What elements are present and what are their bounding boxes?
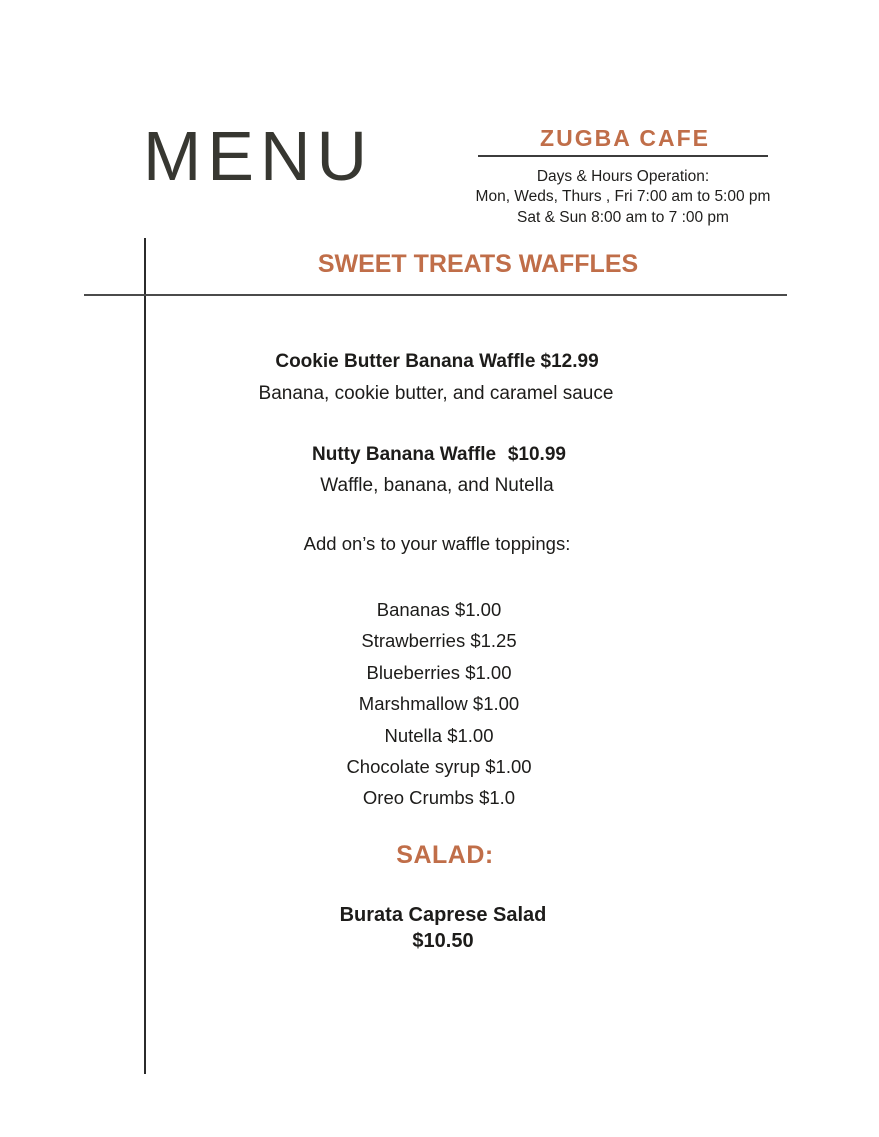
cafe-name-underline (478, 155, 768, 157)
cafe-name: ZUGBA CAFE (540, 125, 710, 151)
menu-title: MENU (143, 117, 374, 195)
item-name-text: Nutty Banana Waffle (312, 444, 497, 465)
vertical-divider (144, 238, 146, 1074)
section-title-salad: SALAD: (396, 841, 494, 869)
item-name-text: Burata Caprese Salad (339, 904, 547, 926)
addon-item: Chocolate syrup $1.00 (346, 756, 532, 778)
menu-item-description: Waffle, banana, and Nutella (320, 475, 554, 496)
hours-block (476, 167, 771, 228)
addons-heading: Add on’s to your waffle toppings: (303, 533, 571, 554)
addon-item: Nutella $1.00 (384, 724, 494, 746)
hours-weekdays: Mon, Weds, Thurs , Fri 7:00 am to 5:00 pm (475, 188, 771, 206)
addon-item: Marshmallow $1.00 (358, 693, 520, 715)
menu-item-name (275, 352, 598, 371)
addons-list (346, 594, 531, 814)
menu-item-description: Banana, cookie butter, and caramel sauce (258, 383, 614, 404)
menu-item-name (312, 445, 566, 464)
section-title-waffles: SWEET TREATS WAFFLES (317, 250, 639, 278)
item-price: $10.50 (412, 929, 474, 952)
horizontal-divider (84, 294, 787, 296)
addon-item: Oreo Crumbs $1.0 (362, 787, 516, 809)
addon-item: Bananas $1.00 (376, 599, 502, 620)
item-price: $10.99 (507, 444, 566, 465)
item-price: $12.99 (540, 351, 599, 372)
item-name-text: Cookie Butter Banana Waffle (275, 351, 536, 372)
hours-label: Days & Hours Operation: (536, 168, 710, 185)
addon-item: Blueberries $1.00 (366, 661, 512, 683)
menu-item-name (340, 903, 547, 954)
addon-item: Strawberries $1.25 (361, 630, 517, 652)
hours-weekend: Sat & Sun 8:00 am to 7 :00 pm (517, 208, 729, 226)
